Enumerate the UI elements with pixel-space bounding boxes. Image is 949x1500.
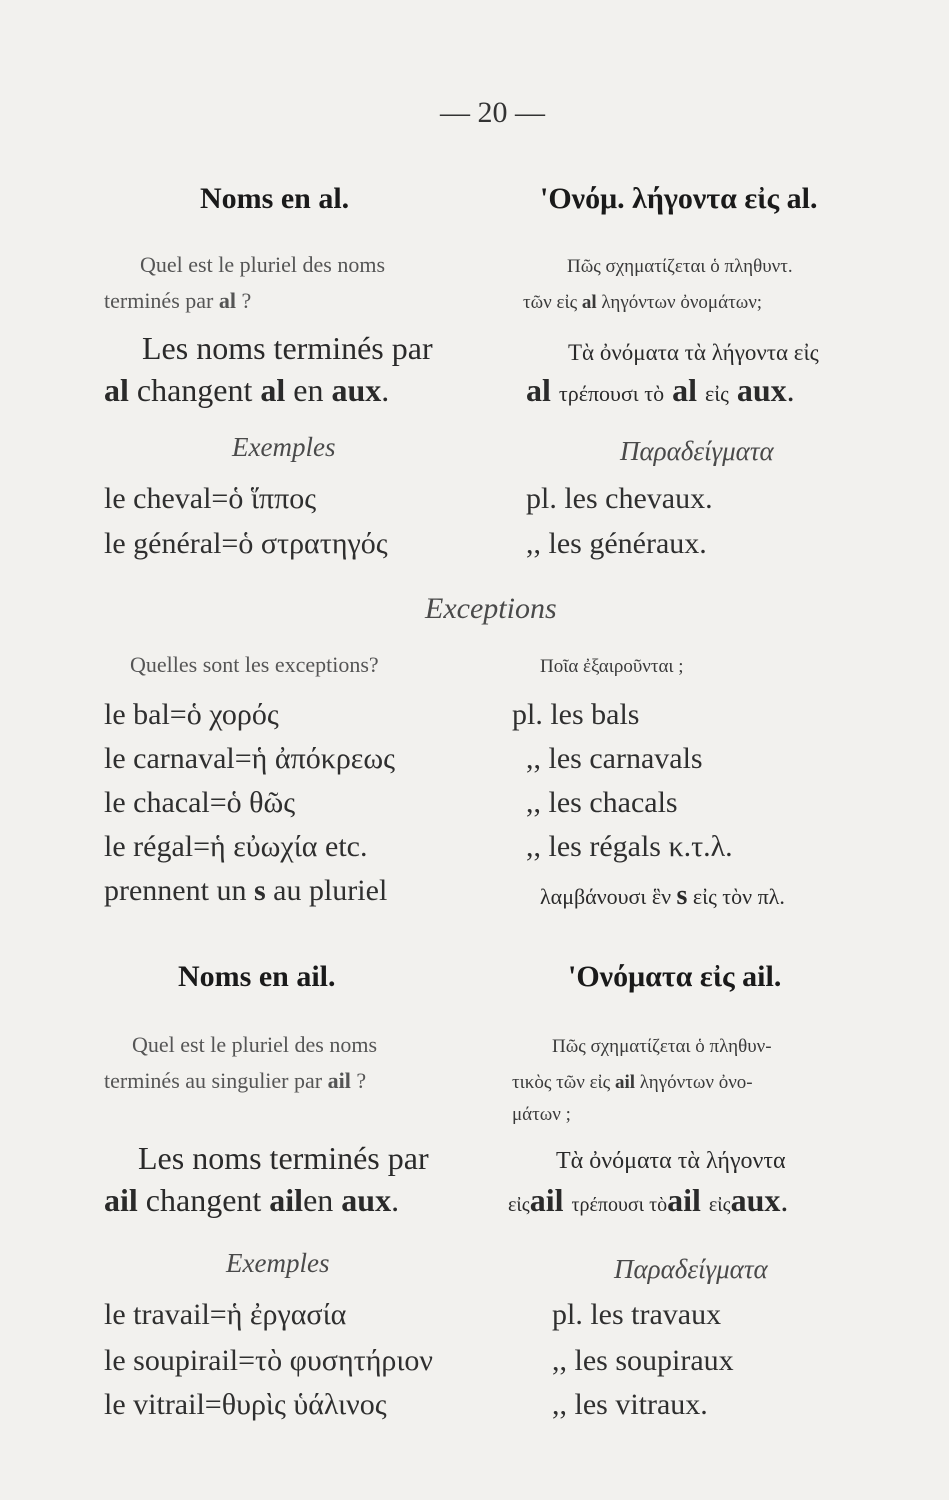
question-gr-ail-line2: τικὸς τῶν εἰς ail ληγόντων ὀνο- [512, 1072, 753, 1093]
example-fr-al-2: le général=ὁ στρατηγός [104, 527, 388, 560]
examples-label-gr-al: Παραδείγματα [620, 436, 774, 466]
exception-fr-2: le carnaval=ἡ ἀπόκρεως [104, 742, 396, 775]
rule-gr-al-line1: Τὰ ὀνόματα τὰ λήγοντα εἰς [568, 340, 819, 365]
exception-fr-3: le chacal=ὁ θῶς [104, 786, 296, 819]
rule-fr-al-line2: al changent al en aux. [104, 372, 390, 408]
example-plural-al-2: ,, les généraux. [526, 527, 707, 560]
exception-plural-3: ,, les chacals [526, 786, 678, 819]
question-fr-ail-line1: Quel est le pluriel des noms [132, 1032, 378, 1057]
example-fr-ail-2: le soupirail=τὸ φυσητήριον [104, 1344, 433, 1377]
example-plural-al-1: pl. les chevaux. [526, 482, 713, 515]
example-plural-ail-1: pl. les travaux [552, 1298, 722, 1331]
heading-fr-ail: Noms en ail. [178, 960, 336, 993]
examples-label-gr-ail: Παραδείγματα [614, 1254, 768, 1284]
example-plural-ail-3: ,, les vitraux. [552, 1388, 708, 1421]
example-plural-ail-2: ,, les soupiraux [552, 1344, 734, 1377]
exceptions-label: Exceptions [425, 592, 557, 625]
example-fr-al-1: le cheval=ὁ ἵππος [104, 482, 317, 515]
question-fr-al-line1: Quel est le pluriel des noms [140, 252, 386, 277]
question-gr-al-line1: Πῶς σχηματίζεται ὁ πληθυντ. [567, 256, 793, 277]
exceptions-question-gr: Ποῖα ἐξαιροῦνται ; [540, 656, 684, 677]
page-number: — 20 — [440, 96, 545, 129]
rule-gr-al-line2: al τρέπουσι τὸ al εἰς aux. [526, 372, 795, 408]
heading-gr-al: 'Ονόμ. λήγοντα εἰς al. [540, 182, 818, 215]
example-fr-ail-1: le travail=ἡ ἐργασία [104, 1298, 347, 1331]
exception-plural-1: pl. les bals [512, 698, 640, 731]
question-gr-ail-line1: Πῶς σχηματίζεται ὁ πληθυν- [552, 1036, 772, 1057]
exception-fr-1: le bal=ὁ χορός [104, 698, 279, 731]
closing-fr-al: prennent un s au pluriel [104, 874, 388, 907]
rule-fr-al-line1: Les noms terminés par [142, 330, 433, 366]
rule-gr-ail-line1: Τὰ ὀνόματα τὰ λήγοντα [556, 1148, 786, 1174]
exceptions-question-fr: Quelles sont les exceptions? [130, 652, 379, 677]
examples-label-fr-al: Exemples [232, 432, 336, 462]
rule-fr-ail-line1: Les noms terminés par [138, 1140, 429, 1176]
heading-gr-ail: 'Ονόματα εἰς ail. [568, 960, 782, 993]
rule-gr-ail-line2: εἰςail τρέπουσι τὸail εἰςaux. [508, 1182, 789, 1218]
example-fr-ail-3: le vitrail=θυρὶς ὑάλινος [104, 1388, 387, 1421]
question-fr-ail-line2: terminés au singulier par ail ? [104, 1068, 367, 1093]
question-gr-al-line2: τῶν εἰς al ληγόντων ὀνομάτων; [523, 292, 763, 313]
heading-fr-al: Noms en al. [200, 182, 350, 215]
question-fr-al-line2: terminés par al ? [104, 288, 252, 313]
exception-plural-2: ,, les carnavals [526, 742, 703, 775]
exception-plural-4: ,, les régals κ.τ.λ. [526, 830, 733, 863]
exception-fr-4: le régal=ἡ εὐωχία etc. [104, 830, 368, 863]
question-gr-ail-line3: μάτων ; [512, 1104, 571, 1125]
closing-gr-al: λαμβάνουσι ἓν s εἰς τὸν πλ. [540, 880, 785, 911]
examples-label-fr-ail: Exemples [226, 1248, 330, 1278]
rule-fr-ail-line2: ail changent ailen aux. [104, 1182, 400, 1218]
